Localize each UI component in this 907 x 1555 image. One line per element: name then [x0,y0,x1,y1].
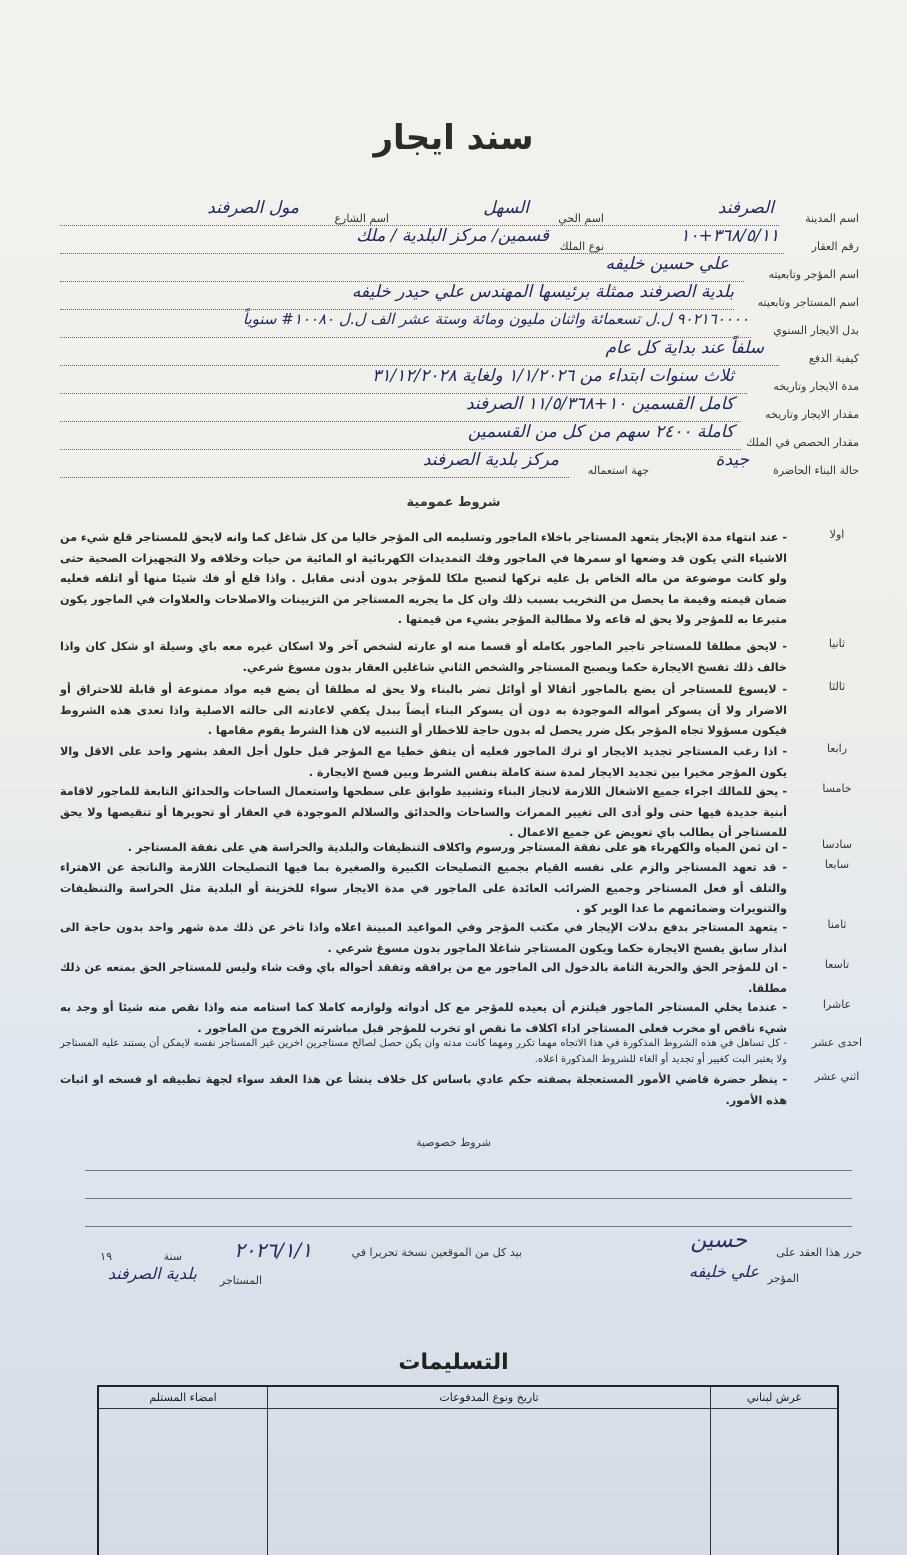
year-prefix: ١٩ [100,1250,112,1263]
clause-number: سابعا [824,858,850,871]
leased-label: مقدار الايجار وتاريخه [765,408,859,421]
clause-text: - يتعهد المستاجر بدفع بدلات الإيجار في مكتب المؤجر وفي المواعيد المبينة اعلاه واذا تاخر عن ذلك مدة شهر واحد بدون حاجة الى انذار سابق يفسخ الايجارة حكما ويكون المستاجر شاغلا الماجور بدون مسوغ شرعي . [60,921,787,955]
usage-label: جهة استعماله [587,464,649,477]
tenant-value: بلدية الصرفند ممثلة برئيسها المهندس علي حيدر خليفه [351,282,734,302]
shares-label: مقدار الحصص في الملك [746,436,859,449]
clause-number: اولا [829,528,845,541]
city-label: اسم المدينة [805,212,859,225]
landlord-value: علي حسين خليفه [605,254,729,274]
clause-number: ثانيا [828,637,846,650]
field-row-location [60,200,859,228]
special-terms-line [85,1226,852,1227]
special-terms-heading: شروط خصوصية [416,1136,491,1149]
clause-number: اثني عشر [814,1070,860,1083]
landlord-sign-label: المؤجر [767,1272,799,1285]
tenant-sign-name: بلدية الصرفند [107,1264,197,1283]
condition-value: جيدة [715,450,749,470]
district-value: السهل [483,198,529,218]
field-row-duration [60,368,859,396]
year-label: سنة [163,1250,182,1263]
receipts-cell [711,1409,839,1555]
field-row-condition [60,452,859,480]
field-line [60,449,741,450]
receipts-col-amount: غرش لبناني [711,1386,839,1409]
document-title: سند ايجار [373,118,534,158]
field-row-shares [60,424,859,452]
clause-number: رابعا [826,742,848,755]
receipts-table [97,1385,839,1555]
clause-text: - يحق للمالك اجراء جميع الاشغال اللازمة لانجاز البناء وتشييد طوابق على سطحها واستعمال الساحات والحدائق التابعة للماجور لاقامة أبنية جديدة فيها حتى ولو أدى الى تغيير الممرات والساحات والحدائق والسلالم الموجودة في العقار أو تحويرها أو تنقيصها ولا يحق للمستاجر أن يطالب باي تعويض عن جميع الاعمال . [60,785,787,839]
clause-number: ثالثا [828,680,846,693]
duration-value: ثلاث سنوات ابتداء من ١/١/٢٠٢٦ ولغاية ٣١/١٢/٢٠٢٨ [372,366,734,386]
field-row-property [60,228,859,256]
clause-text: - اذا رغب المستاجر تجديد الايجار او ترك الماجور فعليه أن يتفق خطيا مع المؤجر قبل حلول أجل العقد بشهر واحد على الاقل والا يكون المؤجر مخيرا بين تجديد الايجار لمدة سنة كاملة بنفس الشرط وبين فسخ الايجارة . [60,745,787,779]
property-number-label: رقم العقار [811,240,859,253]
clause-text: - عند انتهاء مدة الإيجار يتعهد المستاجر باخلاء الماجور وتسليمه الى المؤجر خاليا من كل شاغل كما وانه لايحق للمستاجر قلع شيء من الاشياء التي يكون قد وضعها او سمرها في الماجور وفك التمديدات الكهربائية او المائية من حيات وخلافه ولا التجهيزات الصحية حتى ولو كانت موضوعة من ماله الخاص بل عليه تركها لتصبح ملكا للمؤجر بدون أدنى مقابل . واذا قلع أو فك شيئا منها أو اتلفه فعليه ضمان قيمته وقيمة ما يحصل من التخريب بسبب ذلك وان كل ما يجريه المستاجر من التزيينات والاصلاحات والعلاوات في الماجور يكون متبرعا به للمؤجر ولا يحق له قاعه ولا مطالبة المؤجر بشيء من قيمتها . [60,531,787,626]
rent-label: بدل الايجار السنوي [773,324,859,337]
clause-text: - ان ثمن المياه والكهرباء هو على نفقة المستاجر ورسوم واكلاف التنظيفات والبلدية والحراسة هي على نفقة المستاجر . [127,841,787,854]
receipts-title: التسليمات [398,1350,509,1375]
signing-text-a: حرر هذا العقد على [776,1246,862,1259]
leased-value: كامل القسمين ١٠+١١/٥/٣٦٨ الصرفند [465,394,734,414]
clause-number: تاسعا [824,958,850,971]
clause-text: - لايحق مطلقا للمستاجر تاجير الماجور بكامله أو قسما منه او عارته لشخص آخر ولا اسكان غيره معه باي وسيلة او شكل كان واذا خالف ذلك تفسخ الايجارة حكما ويصبح المستاجر والشخص الثاني شاغلين العقار بدون مسوغ شرعي. [60,640,787,674]
landlord-label: اسم المؤجر وتابعيته [768,268,859,281]
landlord-signature: حسين [690,1228,747,1253]
special-terms-line [85,1198,852,1199]
clause-number: احدى عشر [811,1036,863,1049]
ownership-type-value: قسمين/ مركز البلدية / ملك [356,226,549,246]
tenant-sign-label: المستاجر [219,1274,262,1287]
signing-date: ٢٠٢٦/١/١ [234,1238,312,1262]
general-terms-heading: شروط عمومية [406,495,501,510]
condition-label: حالة البناء الحاضرة [773,464,859,477]
clause-text: - ان للمؤجر الحق والحرية التامة بالدخول الى الماجور مع من يرافقه وتفقد أحواله باي وقت شاء وليس للمستاجر الحق بمنعه عن ذلك مطلقا. [60,961,787,995]
payment-value: سلفاً عند بداية كل عام [605,338,764,358]
clause-number: عاشرا [822,998,852,1011]
field-row-tenant [60,284,859,312]
ownership-type-label: نوع الملك [559,240,604,253]
payment-label: كيفية الدفع [808,352,859,365]
signing-text-b: بيد كل من الموقعين نسخة تحريرا في [351,1246,522,1259]
field-line [60,477,569,478]
duration-label: مدة الايجار وتاريخه [773,380,859,393]
clause-number: سادسا [821,838,853,851]
clause-number: خامسا [822,782,852,795]
special-terms-line [85,1170,852,1171]
field-row-rent [60,312,859,340]
landlord-sign-name: علي خليفه [689,1262,759,1281]
receipts-cell [98,1409,268,1555]
district-label: اسم الحي [558,212,604,225]
street-value: مول الصرفند [207,198,299,218]
receipts-col-date-type: تاريخ ونوع المدفوعات [268,1386,711,1409]
rent-value: ٩٠٢١٦٠٠٠٠ ل.ل تسعمائة واثنان مليون ومائة وستة عشر الف ل.ل ١٠٠٨٠# سنوياً [242,310,749,328]
field-row-leased [60,396,859,424]
clause-text: - لايسوغ للمستاجر أن يضع بالماجور أثقالا أو أوائل تضر بالبناء ولا يحق له مطلقا أن يضع فيه مواد ممنوعة أو قابلة للاحتراق أو الاضرار ولا أن يسوكر أمواله الموجودة به دون أن يسوكر البناء أيضاً ببدل يكفي لاعادته الى حالته الاصلية واذا تعدى هذه الشروط فيكون مسؤولا تجاه المؤجر بكل ضرر يحصل له بدون حاجة للاخطار أو التنبيه لان هذا الشرط يقوم مقامها . [60,683,787,737]
clause-number: ثامنا [827,918,847,931]
city-value: الصرفند [717,198,774,218]
usage-value: مركز بلدية الصرفند [422,450,559,470]
clause-text: - ينظر حضرة قاضي الأمور المستعجلة بصفته حكم عادي باساس كل خلاف ينشأ عن هذا العقد سواء لجهة تطبيقه او فسخه او اثبات هذه الأمور. [60,1073,787,1107]
field-row-payment [60,340,859,368]
receipts-col-signature: امضاء المستلم [98,1386,268,1409]
clause-text: - قد تعهد المستاجر والزم على نفسه القيام بجميع التصليحات الكبيرة والصغيرة بما فيها التصليحات اللازمة والناتجة عن الاهتراء والتلف أو فعل المستاجر وجميع الضرائب العائدة على الماجور في مدة الايجار سواء للخزينة أو البلدية مثل الحراسة والتنظيفات والتنويرات وضمائمهم ما عدا الوير كو . [60,861,787,915]
tenant-label: اسم المستاجر وتابعيته [757,296,859,309]
field-row-landlord [60,256,859,284]
shares-value: كاملة ٢٤٠٠ سهم من كل من القسمين [467,422,734,442]
clause-text: - عندما يخلي المستاجر الماجور فيلتزم أن يعيده للمؤجر مع كل أدواته ولوازمه كاملا كما استامه منه واذا نقص منه شيئا أو وجد به شيء ناقص او مخرب فعلى المستاجر اداء اكلاف ما نقص او تخرب للمؤجر قبل مباشرته الخروج من الماجور . [60,1001,787,1035]
street-label: اسم الشارع [334,212,389,225]
receipts-cell [268,1409,711,1555]
property-number-value: ٣٦٨/٥/١١+١٠ [680,226,779,246]
clause-text: - كل تساهل في هذه الشروط المذكورة في هذا الاتجاه مهما تكرر ومهما كانت مدته وان يكن حصل لصالح مستاجرين اخرين غير المستاجر نفسه لايمكن أن يستند عليه المستاجر ولا يعتبر البت كغيير أو تجديد أو الغاء للشروط المذكورة اعلاه. [60,1038,787,1065]
